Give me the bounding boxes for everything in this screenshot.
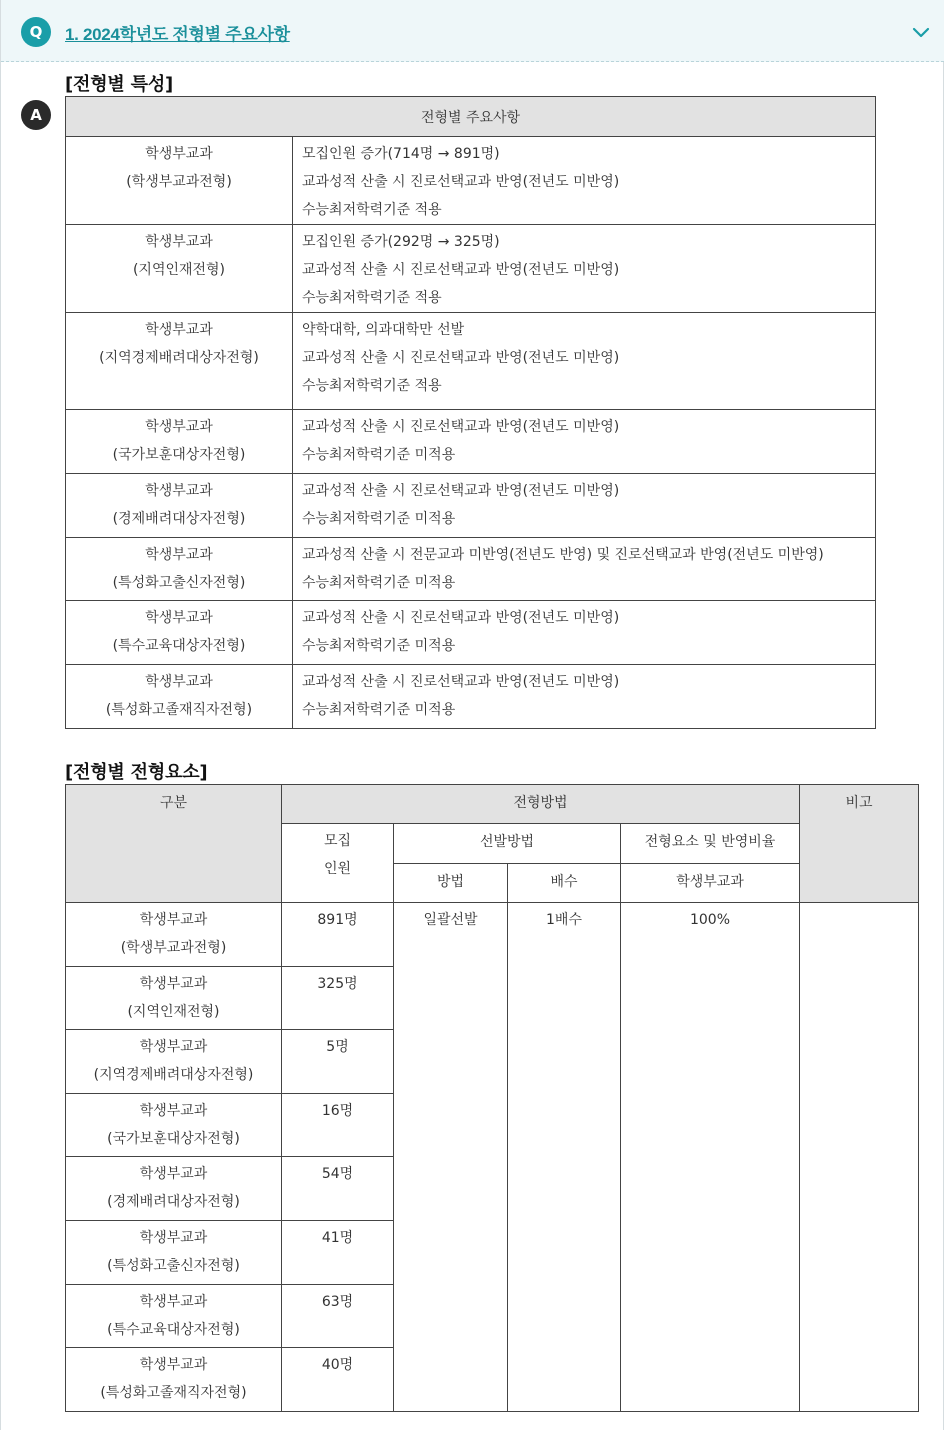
key-points-cell — [293, 474, 876, 538]
table-header-row — [66, 785, 919, 824]
table-row — [66, 474, 876, 538]
header-method-group: 전형방법 — [282, 785, 800, 824]
admission-type-line: 학생부교과 — [139, 1166, 208, 1182]
question-title-link[interactable]: 1. 2024학년도 전형별 주요사항 — [65, 25, 290, 44]
ratio-cell: 100% — [621, 903, 800, 1412]
quota-cell: 891명 — [282, 903, 394, 967]
header-note: 비고 — [800, 785, 919, 903]
admission-type-cell — [66, 665, 293, 729]
note-cell — [800, 903, 919, 1412]
header-elements: 전형요소 및 반영비율 — [621, 824, 800, 864]
admission-type-line: (경제배려대상자전형) — [112, 511, 246, 527]
table-row — [66, 137, 876, 225]
admission-type-line: (특성화고출신자전형) — [107, 1258, 240, 1274]
key-point-line: 교과성적 산출 시 진로선택교과 반영(전년도 미반영) — [302, 674, 620, 690]
key-point-line: 모집인원 증가(292명 → 325명) — [302, 234, 500, 250]
admission-type-cell — [66, 903, 282, 967]
admission-type-cell — [66, 137, 293, 225]
admission-type-line: 학생부교과 — [139, 1230, 208, 1246]
key-point-line: 교과성적 산출 시 진로선택교과 반영(전년도 미반영) — [302, 419, 620, 435]
admission-type-line: 학생부교과 — [139, 1039, 208, 1055]
admission-type-cell — [66, 538, 293, 601]
quota-cell: 5명 — [282, 1030, 394, 1094]
admission-type-cell — [66, 1094, 282, 1157]
key-points-cell — [293, 225, 876, 313]
admission-type-line: 학생부교과 — [145, 547, 213, 563]
admission-type-line: 학생부교과 — [139, 1103, 208, 1119]
admission-type-cell — [66, 1157, 282, 1221]
admission-type-line: 학생부교과 — [145, 483, 213, 499]
admission-type-line: (특성화고졸재직자전형) — [105, 702, 253, 718]
admission-type-line: (특성화고졸재직자전형) — [100, 1385, 247, 1401]
header-quota-line: 인원 — [323, 861, 352, 877]
header-selection: 선발방법 — [394, 824, 621, 864]
quota-cell: 325명 — [282, 967, 394, 1030]
admission-type-cell — [66, 1348, 282, 1412]
key-point-line: 수능최저학력기준 미적용 — [302, 702, 456, 718]
header-record: 학생부교과 — [621, 864, 800, 903]
key-point-line: 약학대학, 의과대학만 선발 — [302, 322, 465, 338]
key-point-line: 교과성적 산출 시 진로선택교과 반영(전년도 미반영) — [302, 174, 620, 190]
quota-cell: 63명 — [282, 1285, 394, 1348]
header-quota-line: 모집 — [323, 833, 352, 849]
key-point-line: 수능최저학력기준 미적용 — [302, 511, 456, 527]
elements-table — [65, 784, 919, 1412]
section-title-elements: [전형별 전형요소] — [65, 762, 208, 783]
table-row — [66, 665, 876, 729]
admission-type-line: (지역인재전형) — [132, 262, 226, 278]
admission-type-line: 학생부교과 — [145, 610, 213, 626]
key-points-cell — [293, 665, 876, 729]
admission-type-cell — [66, 474, 293, 538]
header-category: 구분 — [66, 785, 282, 903]
admission-type-cell — [66, 313, 293, 410]
table-header: 전형별 주요사항 — [66, 97, 876, 137]
table-row — [66, 313, 876, 410]
key-points-cell — [293, 538, 876, 601]
key-point-line: 수능최저학력기준 적용 — [302, 290, 442, 306]
key-point-line: 교과성적 산출 시 진로선택교과 반영(전년도 미반영) — [302, 483, 620, 499]
section-title-characteristics: [전형별 특성] — [65, 74, 174, 95]
admission-type-line: 학생부교과 — [139, 912, 208, 928]
table-row — [66, 601, 876, 665]
admission-type-line: 학생부교과 — [145, 419, 213, 435]
chevron-down-icon[interactable] — [911, 22, 931, 42]
answer-badge: A — [21, 100, 51, 130]
admission-type-line: 학생부교과 — [145, 146, 213, 162]
admission-type-line: (특수교육대상자전형) — [112, 638, 246, 654]
admission-type-line: (국가보훈대상자전형) — [107, 1131, 240, 1147]
admission-type-line: (특성화고출신자전형) — [112, 575, 246, 591]
admission-type-cell — [66, 967, 282, 1030]
key-point-line: 수능최저학력기준 미적용 — [302, 575, 456, 591]
quota-cell: 40명 — [282, 1348, 394, 1412]
key-points-cell — [293, 410, 876, 474]
key-point-line: 교과성적 산출 시 진로선택교과 반영(전년도 미반영) — [302, 610, 620, 626]
characteristics-table — [65, 96, 876, 729]
admission-type-cell — [66, 1030, 282, 1094]
question-badge: Q — [21, 17, 51, 47]
admission-type-cell — [66, 410, 293, 474]
key-points-cell — [293, 137, 876, 225]
admission-type-line: 학생부교과 — [139, 976, 208, 992]
admission-type-line: (경제배려대상자전형) — [107, 1194, 240, 1210]
table-header-row — [66, 97, 876, 137]
key-point-line: 교과성적 산출 시 진로선택교과 반영(전년도 미반영) — [302, 350, 620, 366]
table-row — [66, 225, 876, 313]
admission-type-line: (학생부교과전형) — [120, 940, 227, 956]
quota-cell: 41명 — [282, 1221, 394, 1285]
table-row — [66, 903, 919, 967]
admission-type-cell — [66, 1221, 282, 1285]
admission-type-line: 학생부교과 — [145, 322, 213, 338]
admission-type-line: (지역인재전형) — [127, 1004, 220, 1020]
key-point-line: 수능최저학력기준 적용 — [302, 378, 442, 394]
key-point-line: 교과성적 산출 시 전문교과 미반영(전년도 반영) 및 진로선택교과 반영(전년도 미반영) — [302, 547, 824, 563]
table-row — [66, 410, 876, 474]
admission-type-line: 학생부교과 — [145, 234, 213, 250]
key-point-line: 수능최저학력기준 미적용 — [302, 447, 456, 463]
table-row — [66, 538, 876, 601]
header-method: 방법 — [394, 864, 508, 903]
header-multiple: 배수 — [508, 864, 621, 903]
quota-cell: 16명 — [282, 1094, 394, 1157]
admission-type-line: (학생부교과전형) — [126, 174, 232, 190]
key-points-cell — [293, 313, 876, 410]
method-cell: 일괄선발 — [394, 903, 508, 1412]
admission-type-cell — [66, 601, 293, 665]
admission-type-cell — [66, 225, 293, 313]
admission-type-line: (국가보훈대상자전형) — [112, 447, 246, 463]
admission-type-cell — [66, 1285, 282, 1348]
admission-type-line: (특수교육대상자전형) — [107, 1322, 240, 1338]
admission-type-line: (지역경제배려대상자전형) — [99, 350, 259, 366]
admission-type-line: 학생부교과 — [139, 1294, 208, 1310]
header-quota — [282, 824, 394, 903]
key-point-line: 교과성적 산출 시 진로선택교과 반영(전년도 미반영) — [302, 262, 620, 278]
faq-question-bar[interactable] — [1, 0, 944, 62]
key-point-line: 수능최저학력기준 적용 — [302, 202, 442, 218]
admission-type-line: 학생부교과 — [139, 1357, 208, 1373]
admission-type-line: (지역경제배려대상자전형) — [93, 1067, 254, 1083]
key-point-line: 모집인원 증가(714명 → 891명) — [302, 146, 500, 162]
key-point-line: 수능최저학력기준 미적용 — [302, 638, 456, 654]
admission-type-line: 학생부교과 — [145, 674, 213, 690]
multiple-cell: 1배수 — [508, 903, 621, 1412]
quota-cell: 54명 — [282, 1157, 394, 1221]
key-points-cell — [293, 601, 876, 665]
